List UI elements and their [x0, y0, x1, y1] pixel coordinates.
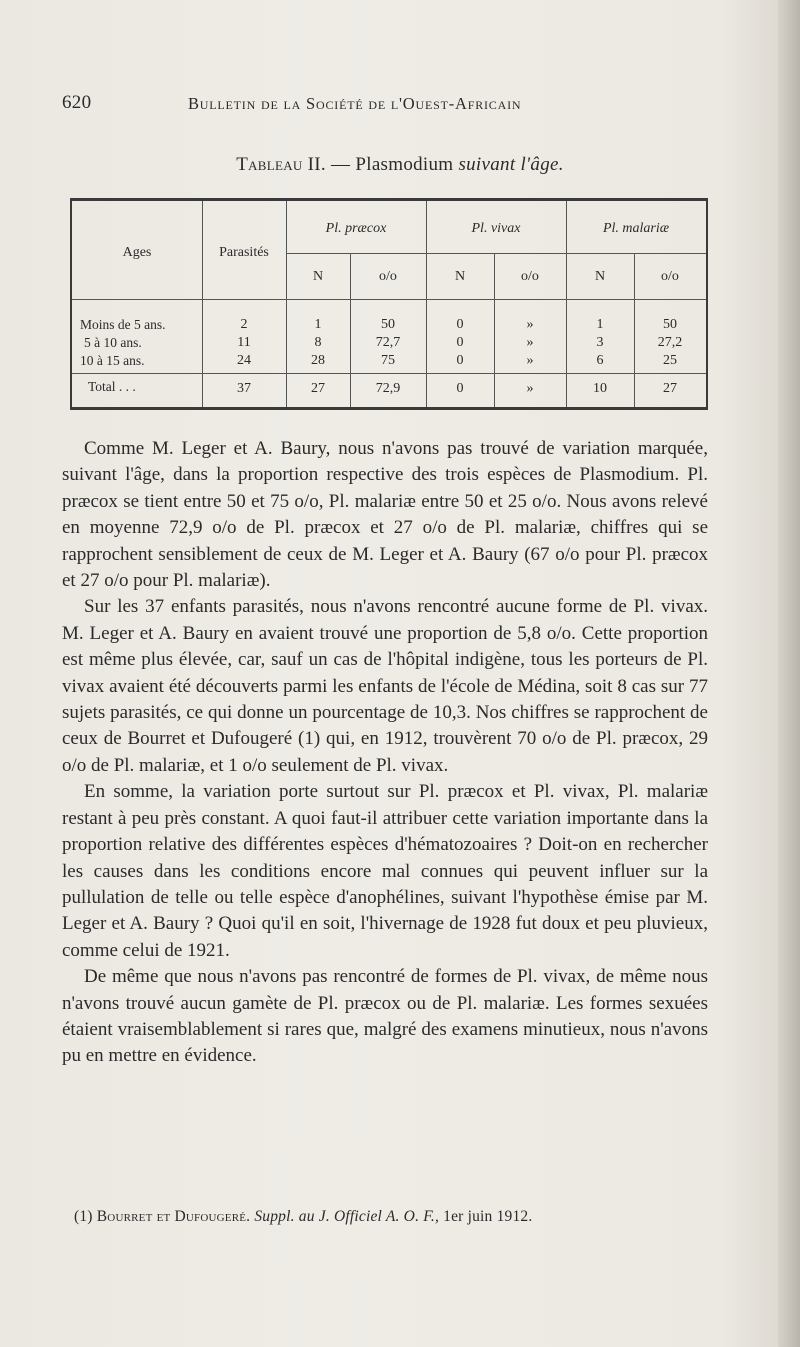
cell-vivax-n: 0 — [456, 335, 464, 350]
cell-praecox-n: 8 — [314, 335, 322, 350]
cell-parasites: 2 — [240, 317, 248, 332]
paragraph: Comme M. Leger et A. Baury, nous n'avons pas trouvé de variation marquée, suivant l'âge, dans la proportion respective des trois espèces de Plasmodium. Pl. præcox se tient entre 50 et 75 o/o, Pl. malariæ entre 50 et 25 o/o. Nous avons relevé en moyenne 72,9 o/o de Pl. præcox et 27 o/o de Pl. malariæ, chiffres qui se rapprochent sensiblement de ceux de M. Leger et A. Baury (67 o/o pour Pl. præcox et 27 o/o pour Pl. malariæ). — [62, 438, 708, 592]
footnote — [74, 1208, 714, 1226]
page-edge — [778, 0, 800, 1347]
table-title — [0, 154, 800, 176]
cell-vivax-pct: » — [526, 381, 534, 396]
row-label: 5 à 10 ans. — [84, 335, 142, 350]
running-title: Bulletin de la Société de l'Ouest-Africain — [188, 94, 522, 113]
cell-praecox-n: 1 — [314, 317, 322, 332]
cell-vivax-pct: » — [526, 317, 534, 332]
cell-parasites: 11 — [237, 335, 251, 350]
cell-malariae-pct: 25 — [663, 353, 677, 368]
subheader-n: N — [312, 269, 324, 284]
cell-praecox-n: 28 — [311, 353, 325, 368]
table-vline — [202, 201, 203, 407]
subheader-n: N — [594, 269, 606, 284]
cell-vivax-pct: » — [526, 335, 534, 350]
cell-vivax-n: 0 — [456, 381, 464, 396]
cell-malariae-pct: 27 — [663, 381, 677, 396]
table-title-italic: suivant l'âge. — [458, 154, 564, 175]
subheader-n: N — [454, 269, 466, 284]
cell-malariae-pct: 27,2 — [657, 335, 683, 350]
cell-malariae-n: 1 — [596, 317, 604, 332]
table-hline — [72, 299, 706, 300]
cell-malariae-n: 6 — [596, 353, 604, 368]
cell-vivax-n: 0 — [456, 317, 464, 332]
header-species-vivax: Pl. vivax — [471, 221, 521, 236]
cell-parasites: 37 — [237, 381, 251, 396]
header-ages: Ages — [122, 245, 152, 260]
cell-praecox-n: 27 — [311, 381, 325, 396]
page-number: 620 — [62, 92, 92, 113]
cell-vivax-pct: » — [526, 353, 534, 368]
table-hline — [286, 253, 706, 254]
cell-praecox-pct: 50 — [381, 317, 395, 332]
footnote-authors: Bourret et Dufougeré. — [96, 1208, 251, 1225]
paragraph: De même que nous n'avons pas rencontré de formes de Pl. vivax, de même nous n'avons trouvé aucun gamète de Pl. præcox ou de Pl. malariæ. Les formes sexuées étaient vraisemblablement si rares que, malgré des examens minutieux, nous n'avons pu en mettre en évidence. — [62, 966, 708, 1067]
row-label: 10 à 15 ans. — [80, 353, 145, 368]
cell-praecox-pct: 72,9 — [375, 381, 401, 396]
body-text — [62, 436, 708, 1070]
paragraph: En somme, la variation porte surtout sur Pl. præcox et Pl. vivax, Pl. malariæ restant à peu près constant. A quoi faut-il attribuer cette variation importante dans la proportion relative des différentes espèces d'hématozoaires ? Doit-on en rechercher les causes dans les conditions encore mal connues qui peuvent influer sur la pullulation de telle ou telle espèce d'anophélines, suivant l'hypothèse émise par M. Leger et A. Baury ? Quoi qu'il en soit, l'hivernage de 1928 fut doux et peu pluvieux, comme celui de 1921. — [62, 781, 708, 961]
cell-malariae-n: 10 — [593, 381, 607, 396]
cell-praecox-pct: 72,7 — [375, 335, 401, 350]
header-species-praecox: Pl. præcox — [325, 221, 387, 236]
subheader-pct: o/o — [521, 269, 539, 284]
row-label: Moins de 5 ans. — [80, 317, 166, 332]
cell-parasites: 24 — [237, 353, 251, 368]
header-species-malariae: Pl. malariæ — [602, 221, 670, 236]
header-parasites: Parasités — [219, 245, 269, 260]
table-hline — [72, 373, 706, 374]
cell-vivax-n: 0 — [456, 353, 464, 368]
cell-malariae-pct: 50 — [663, 317, 677, 332]
data-table — [70, 198, 708, 410]
footnote-date: 1er juin 1912. — [443, 1208, 533, 1225]
cell-praecox-pct: 75 — [381, 353, 395, 368]
footnote-marker: (1) — [74, 1208, 93, 1225]
subheader-pct: o/o — [379, 269, 397, 284]
subheader-pct: o/o — [661, 269, 679, 284]
row-label: Total . . . — [88, 379, 136, 394]
table-title-dash: — Plasmodium — [325, 154, 459, 175]
table-title-prefix: Tableau II. — [236, 154, 326, 175]
footnote-source: Suppl. au J. Officiel A. O. F., — [254, 1208, 440, 1225]
paragraph: Sur les 37 enfants parasités, nous n'avons rencontré aucune forme de Pl. vivax. M. Leger et A. Baury en avaient trouvé une proportion de 5,8 o/o. Cette proportion est même plus élevée, car, sauf un cas de l'hôpital indigène, tous les porteurs de Pl. vivax avaient été découverts parmi les enfants de l'école de Médina, soit 8 cas sur 77 sujets parasités, ce qui donne un pourcentage de 10,3. Nos chiffres se rapprochent de ceux de Bourret et Dufougeré (1) qui, en 1912, trouvèrent 70 o/o de Pl. præcox, 29 o/o de Pl. malariæ, et 1 o/o seulement de Pl. vivax. — [62, 596, 708, 776]
cell-malariae-n: 3 — [596, 335, 604, 350]
